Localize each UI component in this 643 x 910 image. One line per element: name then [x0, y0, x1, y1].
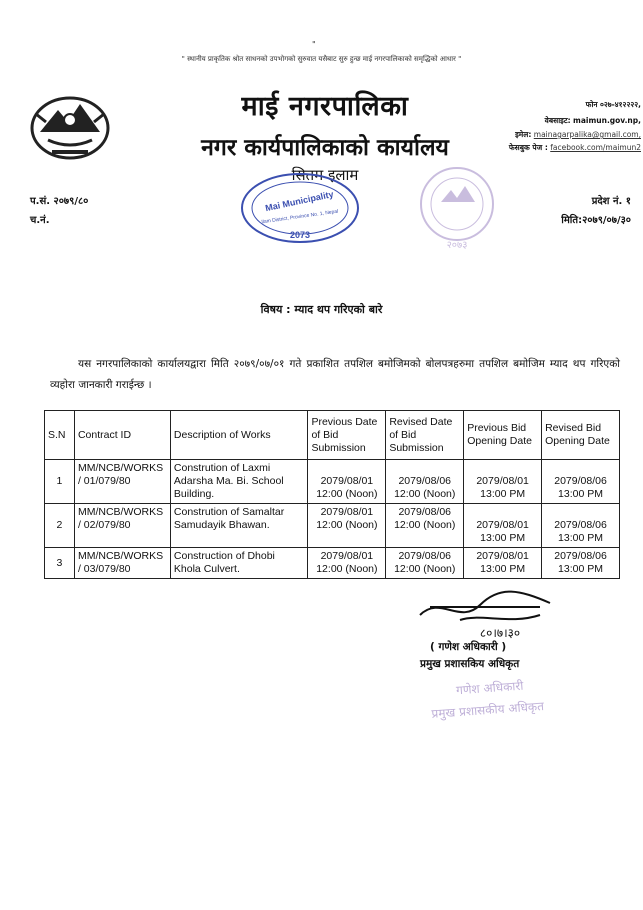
header-prev-opening: Previous Bid Opening Date [464, 411, 542, 460]
row-description: Construction of Dhobi Khola Culvert. [170, 548, 308, 579]
row-prev-submission [308, 548, 386, 579]
contact-email [401, 130, 643, 140]
cell-date: 2079/08/01 [320, 475, 374, 487]
row-contract-id: MM/NCB/WORKS / 03/079/80 [74, 548, 170, 579]
row-rev-submission [386, 460, 464, 504]
row-prev-opening [464, 460, 542, 504]
quote-mark: " [312, 40, 316, 49]
cell-time: 13:00 PM [480, 488, 526, 500]
cell-time: 12:00 (Noon) [394, 519, 456, 531]
row-rev-submission [386, 504, 464, 548]
cell-time: 12:00 (Noon) [316, 563, 378, 575]
cell-time: 12:00 (Noon) [316, 519, 378, 531]
header-rev-opening: Revised Bid Opening Date [542, 411, 620, 460]
municipality-stamp-icon [235, 168, 365, 246]
name-seal-icon [398, 672, 578, 722]
signatory-title: प्रमुख प्रशासकिय अधिकृत [420, 658, 520, 670]
cell-time: 13:00 PM [480, 532, 526, 544]
cell-time: 13:00 PM [558, 488, 603, 500]
stamp-seal-sub: Ilam District, Province No. 1, Nepal [261, 208, 339, 226]
row-prev-submission [308, 460, 386, 504]
signature-date: ८०।७।३० [479, 626, 521, 640]
cell-date: 2079/08/01 [320, 506, 374, 518]
cell-time: 12:00 (Noon) [394, 563, 456, 575]
cell-time: 12:00 (Noon) [394, 488, 456, 500]
municipality-title: माई नगरपालिका [241, 91, 409, 122]
header-sn: S.N [45, 411, 75, 460]
header-rev-submission: Revised Date of Bid Submission [386, 411, 464, 460]
row-rev-submission [386, 548, 464, 579]
row-prev-opening [464, 504, 542, 548]
nepal-emblem-icon [28, 92, 112, 164]
row-sn: 1 [45, 460, 75, 504]
email-label: इमेल: [515, 130, 532, 139]
cell-date: 2079/08/06 [554, 475, 607, 487]
email-link[interactable]: mainagarpalika@gmail.com, [533, 130, 641, 139]
website-label: वेबसाइट: [544, 116, 571, 125]
cell-date: 2079/08/06 [398, 506, 452, 518]
signature-icon [400, 585, 570, 645]
facebook-link[interactable]: facebook.com/maimun2 [550, 143, 641, 152]
row-contract-id: MM/NCB/WORKS / 02/079/80 [74, 504, 170, 548]
cell-date: 2079/08/01 [320, 550, 374, 562]
seal-name: गणेश अधिकारी [455, 678, 524, 698]
row-description: Constrution of Laxmi Adarsha Ma. Bi. School Building. [170, 460, 308, 504]
location-line: सितम इलाम [291, 166, 359, 184]
cell-date: 2079/08/01 [476, 550, 529, 562]
bid-schedule-table [44, 410, 620, 579]
header-description: Description of Works [170, 411, 308, 460]
cell-date: 2079/08/06 [398, 475, 452, 487]
stamp-seal-year: 2073 [289, 230, 311, 240]
body-paragraph: यस नगरपालिकाको कार्यालयद्वारा मिति २०७९/०७/०१ गते प्रकाशित तपशिल बमोजिमको बोलपत्रहरुमा तपशिल बमोजिम म्याद थप गरिएको व्यहोरा जानकारी गराईन्छ । [50, 358, 620, 391]
cell-time: 13:00 PM [480, 563, 526, 575]
row-rev-opening [542, 548, 620, 579]
dispatch-number: च.नं. [30, 215, 50, 226]
contact-facebook [401, 143, 643, 153]
province-label: प्रदेश नं. १ [591, 196, 631, 207]
row-sn: 2 [45, 504, 75, 548]
motto-line: " स्थानीय प्राकृतिक श्रोत साधनको उपभोगको सुरुवात यसैबाट सुरु हुन्छ माई नगरपालिकाको समृद्धिको आधार " [181, 55, 462, 63]
cell-time: 12:00 (Noon) [316, 488, 378, 500]
website-value[interactable]: maimun.gov.np, [573, 116, 641, 125]
letter-date: मिति:२०७९/०७/३० [561, 215, 631, 226]
cell-time: 13:00 PM [558, 532, 603, 544]
subject-line: विषय : म्याद थप गरिएको बारे [260, 303, 383, 316]
facebook-label: फेसबुक पेज : [508, 143, 548, 152]
office-title: नगर कार्यपालिकाको कार्यालय [201, 134, 449, 161]
table-header-row [45, 411, 620, 460]
row-prev-submission [308, 504, 386, 548]
phone-label: फोन [585, 100, 598, 109]
row-prev-opening [464, 548, 542, 579]
cell-date: 2079/08/01 [476, 475, 529, 487]
row-contract-id: MM/NCB/WORKS / 01/079/80 [74, 460, 170, 504]
row-rev-opening [542, 460, 620, 504]
phone-value: ०२७-४१२२२२, [599, 100, 641, 109]
cell-date: 2079/08/06 [554, 519, 607, 531]
contact-website [401, 116, 643, 126]
header-contract-id: Contract ID [74, 411, 170, 460]
cell-date: 2079/08/01 [476, 519, 529, 531]
row-description: Constrution of Samaltar Samudayik Bhawan. [170, 504, 308, 548]
row-sn: 3 [45, 548, 75, 579]
cell-date: 2079/08/06 [398, 550, 452, 562]
row-rev-opening [542, 504, 620, 548]
reference-number: प.सं. २०७९/८० [30, 196, 89, 207]
receipt-stamp-icon [405, 162, 510, 252]
stamp-seal-name: Mai Municipality [264, 188, 335, 214]
cell-time: 13:00 PM [558, 563, 603, 575]
signatory-name: ( गणेश अधिकारी ) [430, 641, 507, 653]
table-row [45, 460, 620, 504]
table-row [45, 504, 620, 548]
receipt-stamp-year: २०७३ [446, 240, 468, 251]
header-prev-submission: Previous Date of Bid Submission [308, 411, 386, 460]
table-row [45, 548, 620, 579]
contact-phone [401, 100, 643, 110]
seal-title: प्रमुख प्रशासकीय अधिकृत [431, 699, 545, 721]
cell-date: 2079/08/06 [554, 550, 607, 562]
